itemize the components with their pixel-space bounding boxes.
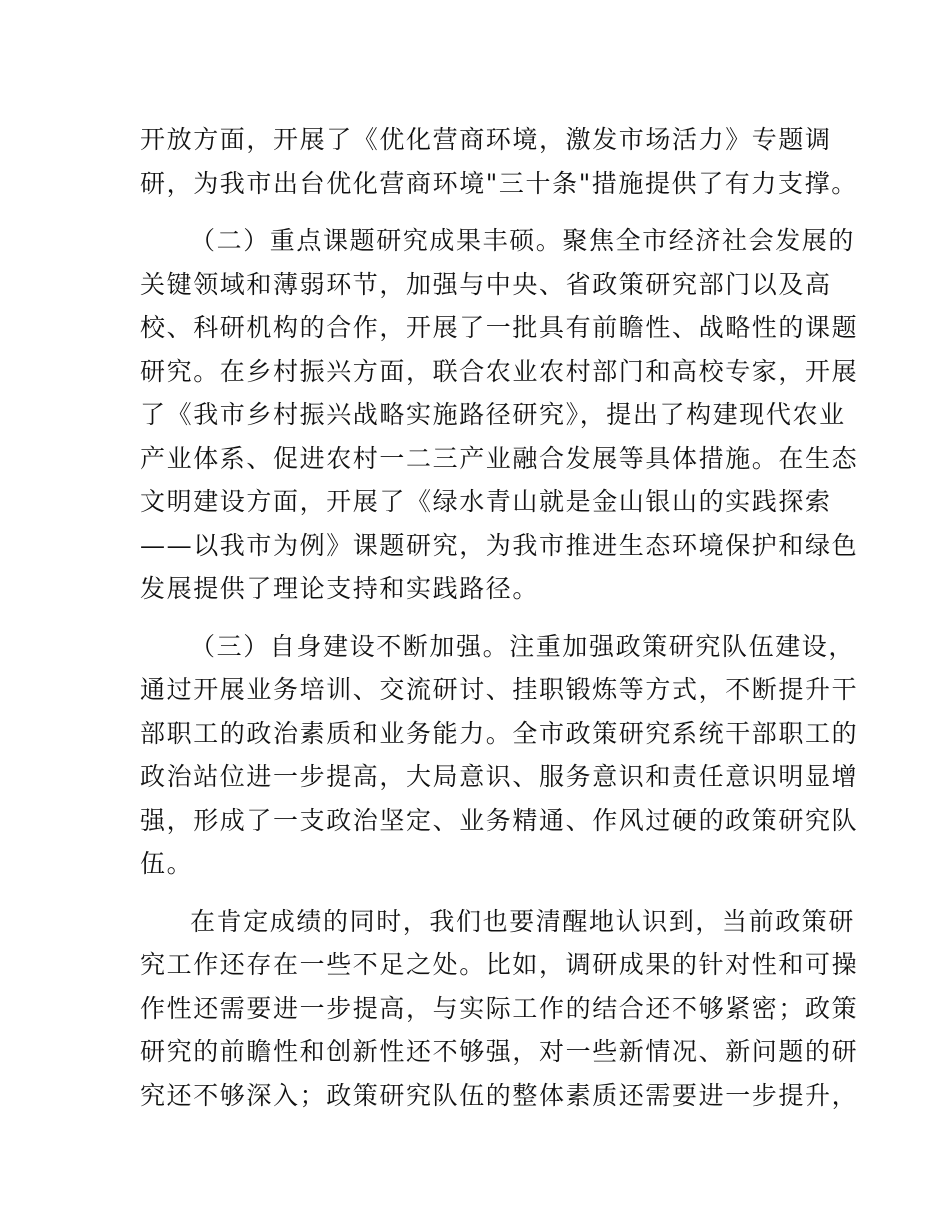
text-line: 在肯定成绩的同时，我们也要清醒地认识到，当前政策研 [190,906,856,936]
text-line: （二）重点课题研究成果丰硕。聚焦全市经济社会发展的 [190,226,856,255]
text-line: 部职工的政治素质和业务能力。全市政策研究系统干部职工的 [140,718,859,748]
text-line: 发展提供了理论支持和实践路径。 [140,574,540,603]
text-line: 研究。在乡村振兴方面，联合农业农村部门和高校专家，开展 [140,356,859,386]
text-line: 政治站位进一步提高，大局意识、服务意识和责任意识明显增 [140,762,859,791]
text-line: 作性还需要进一步提高，与实际工作的结合还不够紧密；政策 [140,993,859,1023]
document-body [140,118,859,1117]
text-line: 了《我市乡村振兴战略实施路径研究》，提出了构建现代农业 [140,400,846,429]
text-line: 伍。 [140,849,194,878]
text-line: 校、科研机构的合作，开展了一批具有前瞻性、战略性的课题 [140,313,859,342]
text-line: 强，形成了一支政治坚定、业务精通、作风过硬的政策研究队 [140,805,859,835]
paragraph-opening-continuation [140,118,858,205]
text-line: 开放方面，开展了《优化营商环境，激发市场活力》专题调 [140,125,832,154]
text-line: 通过开展业务培训、交流研讨、挂职锻炼等方式，不断提升干 [140,675,859,704]
text-line: （三）自身建设不断加强。注重加强政策研究队伍建设， [190,631,856,661]
paragraph-self-building [140,625,859,886]
text-line: 研究的前瞻性和创新性还不够强，对一些新情况、新问题的研 [140,1037,859,1066]
text-line: 究还不够深入；政策研究队伍的整体素质还需要进一步提升， [140,1080,859,1110]
text-line: 研，为我市出台优化营商环境"三十条"措施提供了有力支撑。 [140,168,858,198]
text-line: 关键领域和薄弱环节，加强与中央、省政策研究部门以及高 [140,269,832,299]
paragraph-shortcomings [140,900,859,1118]
text-line: ——以我市为例》课题研究，为我市推进生态环境保护和绿色 [140,530,859,560]
text-line: 文明建设方面，开展了《绿水青山就是金山银山的实践探索 [140,487,832,516]
paragraph-key-research [140,219,859,611]
text-line: 究工作还存在一些不足之处。比如，调研成果的针对性和可操 [140,950,859,979]
text-line: 产业体系、促进农村一二三产业融合发展等具体措施。在生态 [140,443,859,473]
